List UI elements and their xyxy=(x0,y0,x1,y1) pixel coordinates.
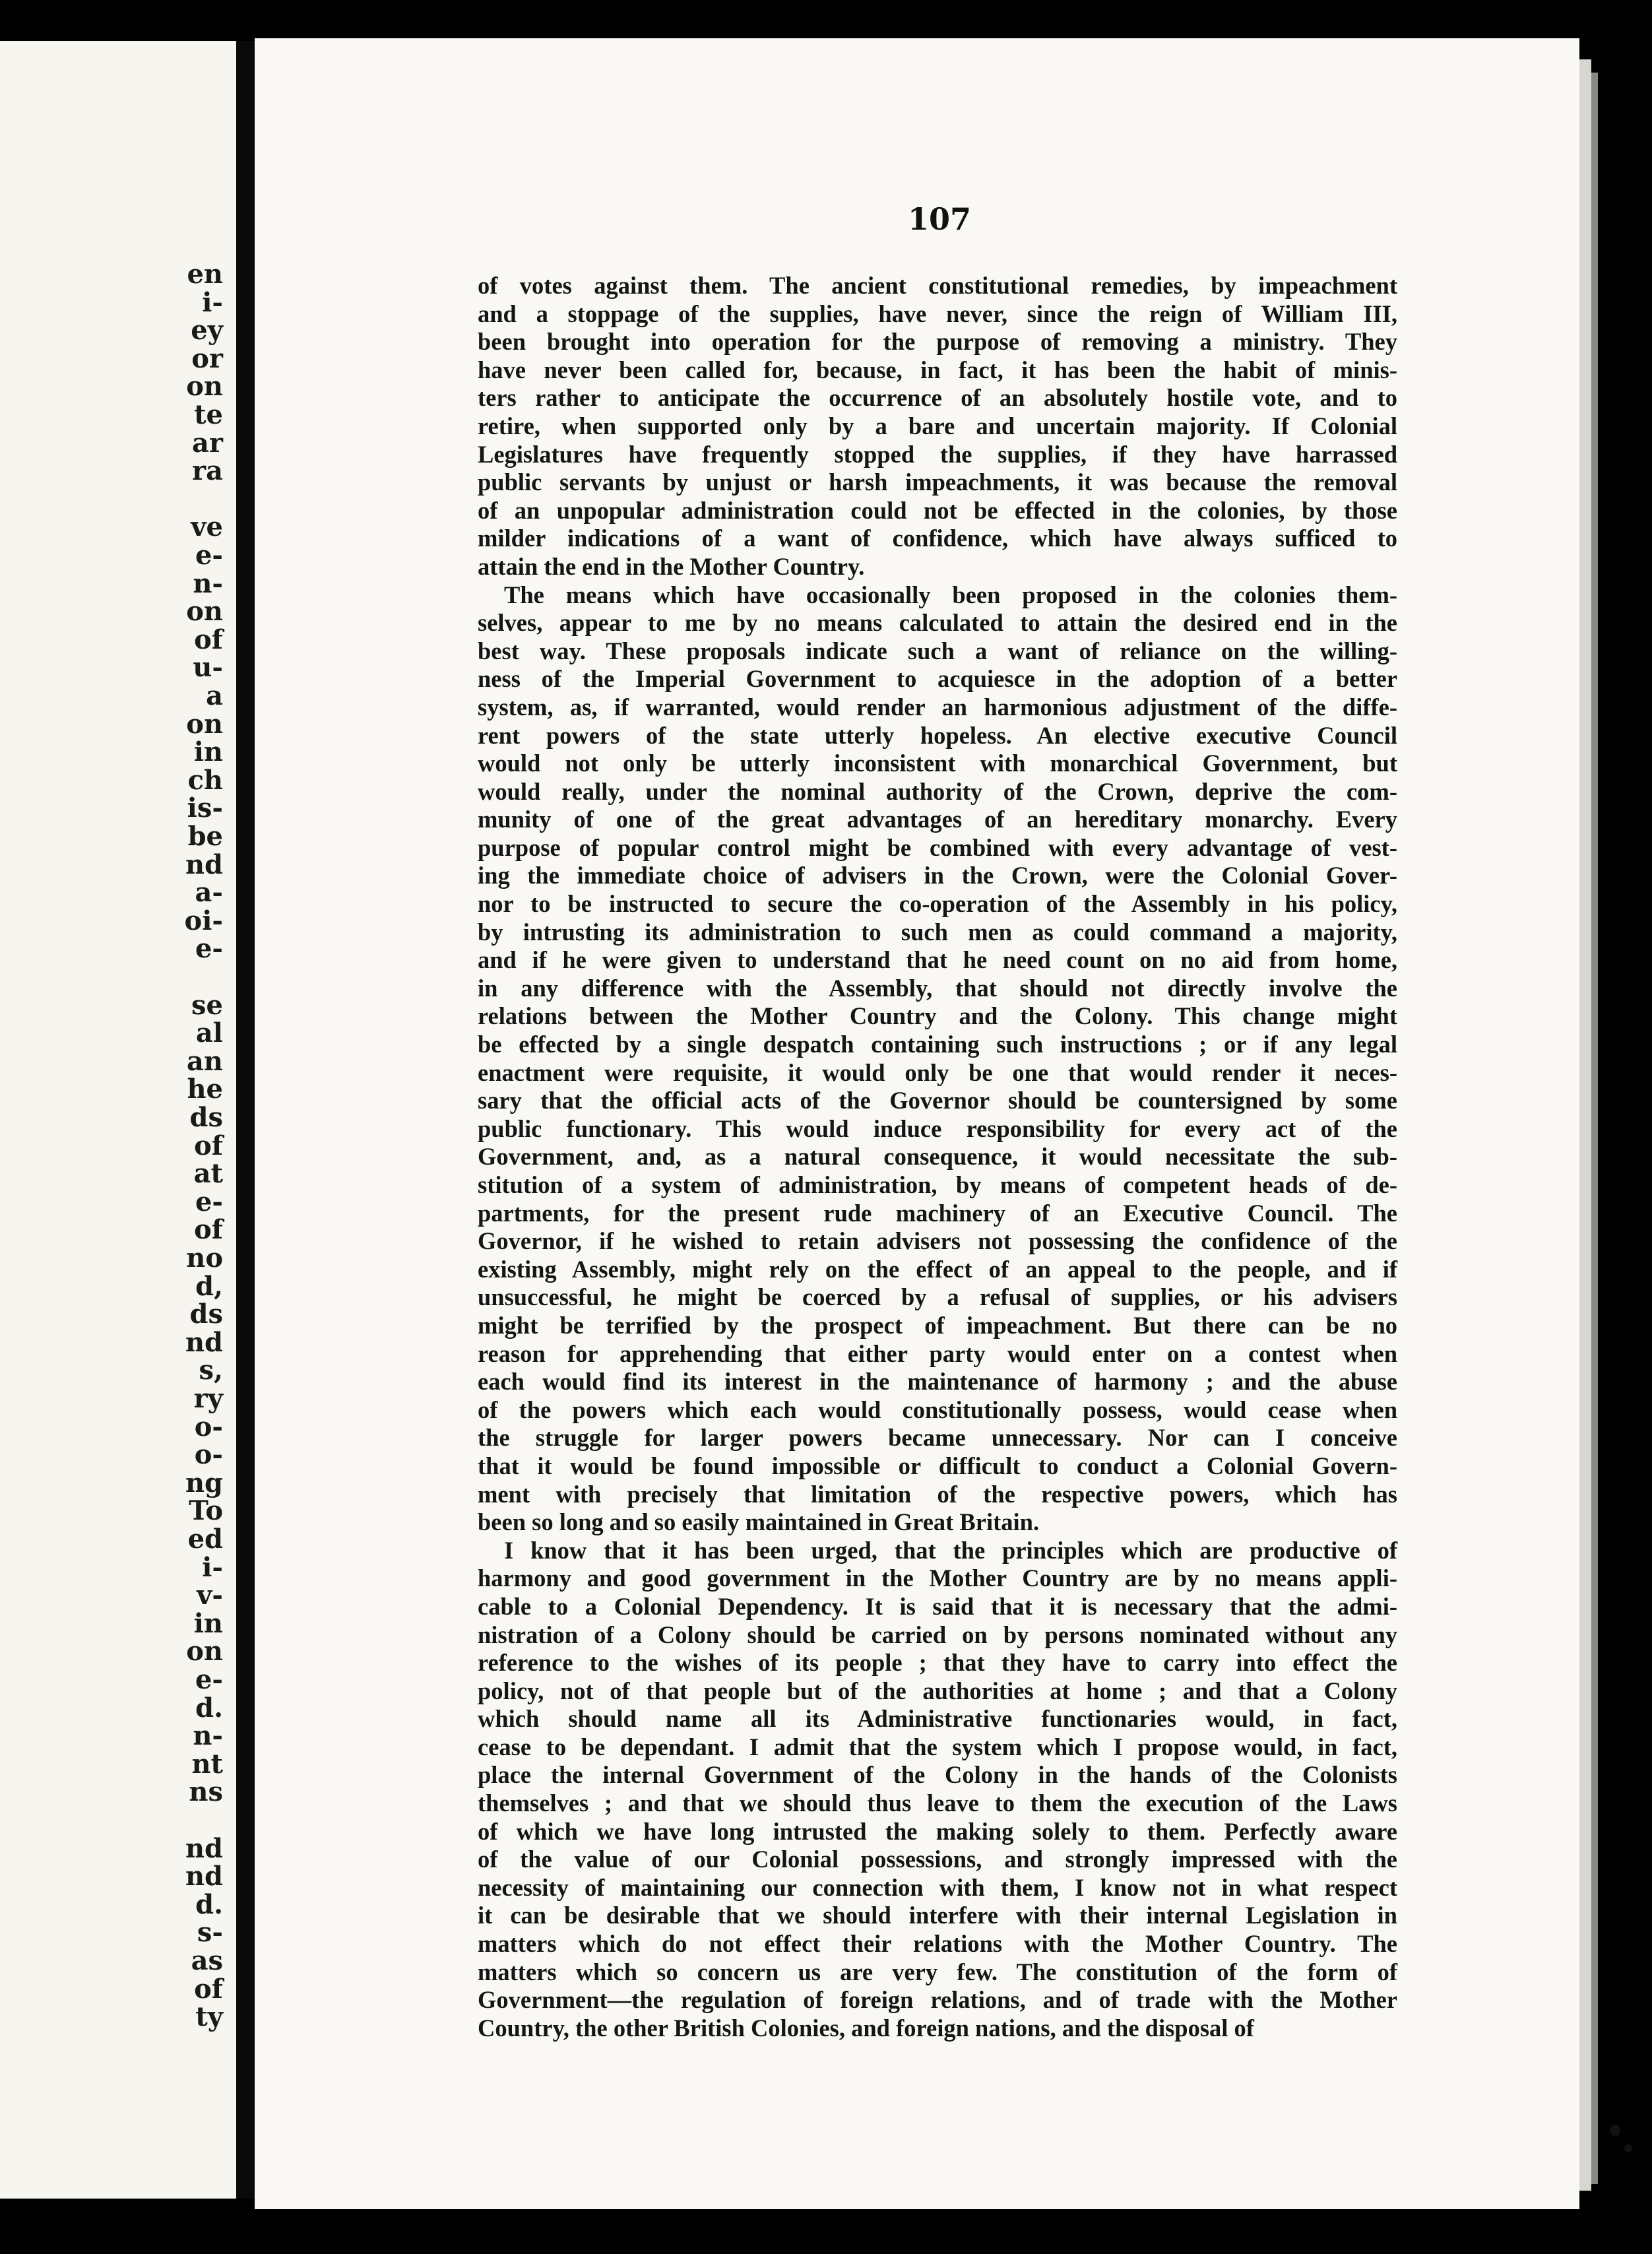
left-page-fragment: no xyxy=(186,1242,223,1273)
text-line: ness of the Imperial Government to acquiesce in the adoption of a better xyxy=(478,665,1397,693)
text-line: cease to be dependant. I admit that the system which I propose would, in fact, xyxy=(478,1733,1397,1760)
left-page-fragment: nd xyxy=(185,1326,223,1358)
text-line: of the value of our Colonial possessions, and strongly impressed with the xyxy=(478,1846,1397,1873)
text-line: have never been called for, because, in fact, it has been the habit of minis- xyxy=(478,356,1397,383)
text-line: themselves ; and that we should thus leave to them the execution of the Laws xyxy=(478,1789,1397,1817)
left-page-fragment: n- xyxy=(193,1720,223,1752)
left-page-fragment: nd xyxy=(185,1832,223,1864)
text-line: been brought into operation for the purpose of removing a ministry. They xyxy=(478,328,1397,356)
left-page-fragment: nd xyxy=(185,849,223,880)
left-page-fragment: te xyxy=(194,399,223,430)
ink-spot xyxy=(1610,2125,1620,2137)
left-page-fragment: of xyxy=(194,1130,223,1161)
left-page-fragment: nd xyxy=(185,1861,223,1892)
text-line: Government, and, as a natural consequence, it would necessitate the sub- xyxy=(478,1143,1397,1171)
page-edge-shadow xyxy=(1591,73,1598,2184)
left-page-fragment: at xyxy=(193,1158,223,1190)
left-page-fragment: on xyxy=(186,708,223,740)
text-line: attain the end in the Mother Country. xyxy=(478,552,865,580)
text-line: and if he were given to understand that he need count on no aid from home, xyxy=(478,946,1397,974)
left-page-fragment: ds xyxy=(189,1102,223,1133)
left-page-fragment: a- xyxy=(195,877,223,909)
left-page-fragment: e- xyxy=(195,1186,223,1217)
left-page-fragment: nt xyxy=(191,1748,223,1780)
left-page-fragment: or xyxy=(191,342,223,374)
ink-spot xyxy=(1624,2144,1632,2152)
text-line: Country, the other British Colonies, and foreign nations, and the disposal of xyxy=(478,2014,1254,2042)
left-page-fragment: e- xyxy=(195,933,223,965)
left-page-fragment: o- xyxy=(194,1439,223,1471)
text-line: nistration of a Colony should be carried on by persons nominated without any xyxy=(478,1621,1397,1648)
text-line: The means which have occasionally been proposed in the colonies them- xyxy=(504,581,1397,608)
left-page-fragment: e- xyxy=(195,540,223,571)
text-line: of votes against them. The ancient constitutional remedies, by impeachment xyxy=(478,272,1397,299)
text-line: harmony and good government in the Mother Country are by no means appli- xyxy=(478,1564,1397,1592)
text-line: by intrusting its administration to such men as could command a majority, xyxy=(478,918,1397,946)
text-line: ing the immediate choice of advisers in the Crown, were the Colonial Gover- xyxy=(478,862,1397,889)
left-page-fragment: ed xyxy=(187,1524,223,1555)
text-line: stitution of a system of administration, by means of competent heads of de- xyxy=(478,1171,1397,1198)
left-page-fragment: o- xyxy=(194,1411,223,1442)
left-page-fragment: d. xyxy=(195,1888,223,1920)
left-page-fragment: To xyxy=(189,1495,223,1527)
text-line: of which we have long intrusted the making solely to them. Perfectly aware xyxy=(478,1817,1397,1845)
left-page-fragment: ve xyxy=(191,511,223,543)
text-line: would not only be utterly inconsistent with monarchical Government, but xyxy=(478,750,1397,777)
left-page-fragment: ng xyxy=(185,1467,223,1498)
text-line: unsuccessful, he might be coerced by a refusal of supplies, or his advisers xyxy=(478,1283,1397,1311)
left-page-fragment: v- xyxy=(197,1580,223,1611)
text-line: public servants by unjust or harsh impeachments, it was because the removal xyxy=(478,468,1397,496)
text-line: Government—the regulation of foreign relations, and of trade with the Mother xyxy=(478,1986,1397,2014)
text-line: public functionary. This would induce responsibility for every act of the xyxy=(478,1114,1397,1142)
left-page-fragment: on xyxy=(186,371,223,402)
left-page-fragment: n- xyxy=(193,567,223,599)
left-page-fragment: ar xyxy=(192,427,223,459)
text-line: the struggle for larger powers became unnecessary. Nor can I conceive xyxy=(478,1424,1397,1452)
text-line: reason for apprehending that either party would enter on a contest when xyxy=(478,1339,1397,1367)
text-line: of an unpopular administration could not be effected in the colonies, by those xyxy=(478,496,1397,524)
text-line: and a stoppage of the supplies, have never, since the reign of William III, xyxy=(478,300,1397,327)
left-page-fragment: as xyxy=(191,1945,223,1976)
text-line: relations between the Mother Country and the Colony. This change might xyxy=(478,1002,1397,1030)
left-page-fragment: e- xyxy=(195,1664,223,1695)
left-page-fragment: s- xyxy=(197,1917,223,1948)
left-page-fragment: be xyxy=(187,821,223,852)
left-page-fragment: ry xyxy=(193,1383,223,1414)
text-line: would really, under the nominal authority of the Crown, deprive the com- xyxy=(478,777,1397,805)
text-line: each would find its interest in the maintenance of harmony ; and the abuse xyxy=(478,1368,1397,1396)
left-page-fragment: is- xyxy=(187,792,223,824)
left-page-fragment: ty xyxy=(195,2001,223,2033)
left-page-fragment: ra xyxy=(192,455,223,487)
text-line: retire, when supported only by a bare and uncertain majority. If Colonial xyxy=(478,412,1397,439)
text-line: of the powers which each would constitutionally possess, would cease when xyxy=(478,1396,1397,1423)
left-page-fragment: on xyxy=(186,596,223,628)
text-line: purpose of popular control might be combined with every advantage of vest- xyxy=(478,833,1397,861)
left-page-fragment: i- xyxy=(202,286,223,318)
text-line: sary that the official acts of the Governor should be countersigned by some xyxy=(478,1087,1397,1114)
left-page-fragment: a xyxy=(206,680,223,711)
left-page xyxy=(0,41,240,2199)
text-line: rent powers of the state utterly hopeless. An elective executive Council xyxy=(478,721,1397,749)
left-page-fragment: an xyxy=(187,1045,223,1077)
left-page-fragment: ey xyxy=(191,315,223,346)
text-line: best way. These proposals indicate such a want of reliance on the willing- xyxy=(478,637,1397,664)
left-page-fragment: in xyxy=(193,736,223,768)
left-page-fragment: d. xyxy=(195,1692,223,1723)
left-page-fragment: ns xyxy=(189,1776,223,1808)
left-page-fragment: of xyxy=(194,624,223,655)
book-gutter xyxy=(236,41,255,2199)
text-line: I know that it has been urged, that the principles which are productive of xyxy=(504,1536,1397,1564)
text-line: that it would be found impossible or difficult to conduct a Colonial Govern- xyxy=(478,1452,1397,1479)
left-page-fragment: d, xyxy=(195,1270,223,1302)
left-page-fragment: s, xyxy=(199,1355,223,1386)
text-line: matters which so concern us are very few. The constitution of the form of xyxy=(478,1958,1397,1985)
text-line: cable to a Colonial Dependency. It is said that it is necessary that the admi- xyxy=(478,1592,1397,1620)
text-line: selves, appear to me by no means calculated to attain the desired end in the xyxy=(478,609,1397,637)
text-line: been so long and so easily maintained in Great Britain. xyxy=(478,1508,1040,1536)
left-page-fragment: en xyxy=(187,259,223,290)
text-line: ment with precisely that limitation of the respective powers, which has xyxy=(478,1480,1397,1508)
left-page-fragment: of xyxy=(194,1214,223,1246)
text-line: nor to be instructed to secure the co-operation of the Assembly in his policy, xyxy=(478,890,1397,918)
left-page-fragment: u- xyxy=(193,652,223,684)
text-line: Legislatures have frequently stopped the supplies, if they have harrassed xyxy=(478,440,1397,468)
text-line: system, as, if warranted, would render an harmonious adjustment of the diffe- xyxy=(478,693,1397,721)
left-page-fragment: oi- xyxy=(184,905,223,936)
text-line: reference to the wishes of its people ; that they have to carry into effect the xyxy=(478,1649,1397,1677)
body-text xyxy=(478,272,1397,2042)
text-line: might be terrified by the prospect of impeachment. But there can be no xyxy=(478,1311,1397,1339)
left-page-fragment: i- xyxy=(202,1551,223,1583)
text-line: partments, for the present rude machinery of an Executive Council. The xyxy=(478,1199,1397,1227)
text-line: matters which do not effect their relations with the Mother Country. The xyxy=(478,1930,1397,1958)
text-line: in any difference with the Assembly, that should not directly involve the xyxy=(478,974,1397,1002)
text-line: be effected by a single despatch containing such instructions ; or if any legal xyxy=(478,1031,1397,1058)
text-line: necessity of maintaining our connection with them, I know not in what respect xyxy=(478,1873,1397,1901)
left-page-fragment: in xyxy=(193,1607,223,1639)
left-page-fragment: ds xyxy=(189,1299,223,1330)
text-line: milder indications of a want of confidence, which have always sufficed to xyxy=(478,525,1397,552)
text-line: munity of one of the great advantages of an hereditary monarchy. Every xyxy=(478,806,1397,833)
left-page-fragment: ch xyxy=(187,764,223,796)
text-line: existing Assembly, might rely on the effect of an appeal to the people, and if xyxy=(478,1255,1397,1283)
text-line: which should name all its Administrative functionaries would, in fact, xyxy=(478,1705,1397,1733)
text-line: ters rather to anticipate the occurrence of an absolutely hostile vote, and to xyxy=(478,384,1397,412)
text-line: place the internal Government of the Colony in the hands of the Colonists xyxy=(478,1761,1397,1789)
page-edge xyxy=(1579,59,1591,2191)
page-number: 107 xyxy=(908,201,972,237)
text-line: it can be desirable that we should interfere with their internal Legislation in xyxy=(478,1902,1397,1929)
text-line: policy, not of that people but of the authorities at home ; and that a Colony xyxy=(478,1677,1397,1704)
left-page-fragment: se xyxy=(191,989,223,1021)
text-line: Governor, if he wished to retain advisers not possessing the confidence of the xyxy=(478,1227,1397,1255)
left-page-fragment: he xyxy=(187,1074,223,1105)
left-page-fragment: al xyxy=(195,1017,223,1049)
text-line: enactment were requisite, it would only be one that would render it neces- xyxy=(478,1058,1397,1086)
left-page-fragment: of xyxy=(194,1973,223,2005)
left-page-fragment: on xyxy=(186,1636,223,1667)
